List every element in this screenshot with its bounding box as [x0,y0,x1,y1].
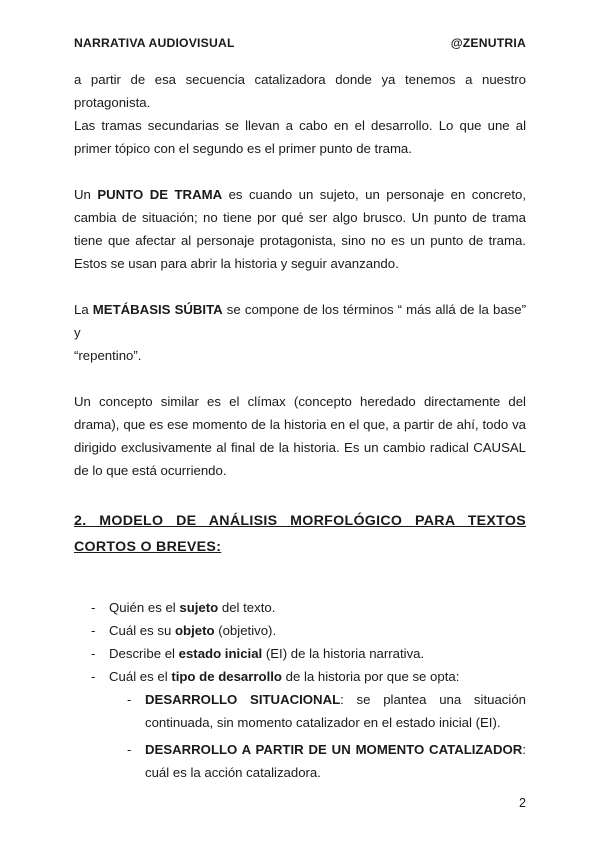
text-line: continuada, sin momento catalizador en el estado inicial (EI). [145,715,501,730]
page-content [74,68,526,788]
text-fragment: (EI) de la historia narrativa. [262,646,425,661]
text-fragment: se compone de los términos “ más allá de la base” y [74,302,526,340]
text-line [145,738,526,761]
text-line: Un concepto similar es el clímax (concepto heredado directamente del [74,394,526,409]
page-header [74,36,526,50]
sublist-item [109,688,526,734]
text-line [74,183,526,206]
term-object: objeto [174,623,215,638]
list-item [74,642,526,665]
development-sublist [109,688,526,784]
paragraph-continuation [74,68,526,114]
paragraph-metabasis [74,298,526,367]
sublist-item [109,738,526,784]
term-development-type: tipo de desarrollo [171,669,282,684]
text-fragment: La [74,302,93,317]
term-metabasis: METÁBASIS SÚBITA [92,302,223,317]
header-title: NARRATIVA AUDIOVISUAL [74,36,235,50]
list-item [74,619,526,642]
section-heading [74,508,526,560]
text-fragment: Describe el [109,646,179,661]
text-line: cambia de situación; no tiene por qué ser algo brusco. Un punto de trama [74,210,526,225]
text-line: drama), que es ese momento de la historia en el que, a partir de ahí, todo va [74,417,526,432]
text-fragment: Cuál es el [109,669,172,684]
text-line: primer tópico con el segundo es el primer punto de trama. [74,141,412,156]
text-fragment: del texto. [218,600,276,615]
bullet-dash: - [91,646,96,661]
term-plot-point: PUNTO DE TRAMA [97,187,223,202]
text-fragment: Quién es el [109,600,180,615]
text-fragment: es cuando un sujeto, un personaje en concreto, [222,187,527,202]
bullet-dash: - [91,600,96,615]
analysis-list [74,596,526,784]
text-line: Estos se usan para abrir la historia y seguir avanzando. [74,256,399,271]
text-line [145,688,526,711]
text-line: “repentino”. [74,348,142,363]
text-fragment: : [522,742,526,757]
list-item [74,665,526,784]
heading-line: CORTOS O BREVES: [74,539,222,555]
list-item [74,596,526,619]
text-fragment: de la historia por que se opta: [281,669,460,684]
term-initial-state: estado inicial [178,646,263,661]
text-line: tiene que afectar al personaje protagonista, sino no es un punto de trama. [74,233,526,248]
text-line [74,298,526,344]
bullet-dash: - [91,623,96,638]
heading-line: 2. MODELO DE ANÁLISIS MORFOLÓGICO PARA TEXTOS [74,513,526,529]
header-author: @ZENUTRIA [450,36,526,50]
paragraph-plot-point [74,183,526,275]
text-line: Las tramas secundarias se llevan a cabo en el desarrollo. Lo que une al [74,118,526,133]
text-line: cuál es la acción catalizadora. [145,765,321,780]
text-line: dirigido exclusivamente al final de la historia. Es un cambio radical CAUSAL [74,440,526,455]
term-subject: sujeto [179,600,219,615]
text-line: de lo que está ocurriendo. [74,463,227,478]
text-fragment: (objetivo). [214,623,277,638]
text-line: a partir de esa secuencia catalizadora donde ya tenemos a nuestro [74,72,526,87]
bullet-dash: - [127,692,132,707]
bullet-dash: - [91,669,96,684]
text-fragment: Un [74,187,98,202]
page-number: 2 [519,796,526,810]
text-fragment: : se plantea una situación [340,692,526,707]
paragraph-secondary-plots [74,114,526,160]
paragraph-climax [74,390,526,482]
term-situational: DESARROLLO SITUACIONAL [145,692,341,707]
term-catalyst: DESARROLLO A PARTIR DE UN MOMENTO CATALIZADOR [145,742,523,757]
bullet-dash: - [127,742,132,757]
text-line: protagonista. [74,95,151,110]
text-fragment: Cuál es su [109,623,175,638]
